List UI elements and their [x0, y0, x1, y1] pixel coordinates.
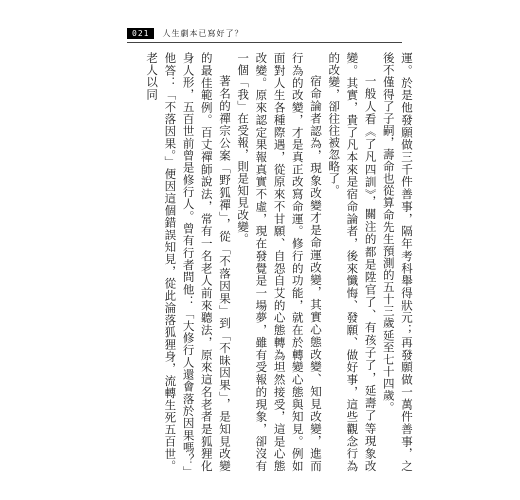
paragraph: 著名的禪宗公案「野狐禪」，從「不落因果」到「不昧因果」，是知見改變的最佳範例。百丈禪師說法，常有一名老人前來聽法，原來這名老者是狐狸化身人形，五百世前曾是修行人。曾有行者問他：「大修行人還會落於因果嗎？」他答：「不落因果。」便因這個錯誤知見，從此淪落狐狸身，流轉生死五百世。老人以同 [145, 52, 232, 472]
body-text [110, 52, 416, 472]
running-header [127, 28, 243, 39]
paragraph: 運。於是他發願做三千件善事，隔年考科舉得狀元；再發願做一萬件善事，之後不僅得了子嗣，壽命也從算命先生預測的五十三歲延至七十四歲。 [381, 52, 414, 472]
paragraph: 一般人看《了凡四訓》，關注的都是陞官了、有孩子了，延壽了等現象改變。其實，貴了凡本來是宿命論者，後來懺悔、發願、做好事，這些觀念行為的改變，卻往往被忽略了。 [327, 52, 378, 472]
paragraph: 宿命論者認為，現象改變才是命運改變，其實心態改變、知見改變，進而行為的改變，才是真正改寫命運。修行的功能，就在於轉變心態與知見。例如面對人生各種際遇，從原來不甘願、自怨自艾的心態轉為坦然接受，這是心態改變。原來認定果報真實不虛，現在發覺是一場夢，雖有受報的現象，卻沒有一個「我」在受報，則是知見改變。 [236, 52, 323, 472]
page-number: 021 [127, 28, 154, 39]
running-title: 人生劇本已寫好了？ [162, 29, 244, 38]
header-rule [127, 42, 402, 43]
